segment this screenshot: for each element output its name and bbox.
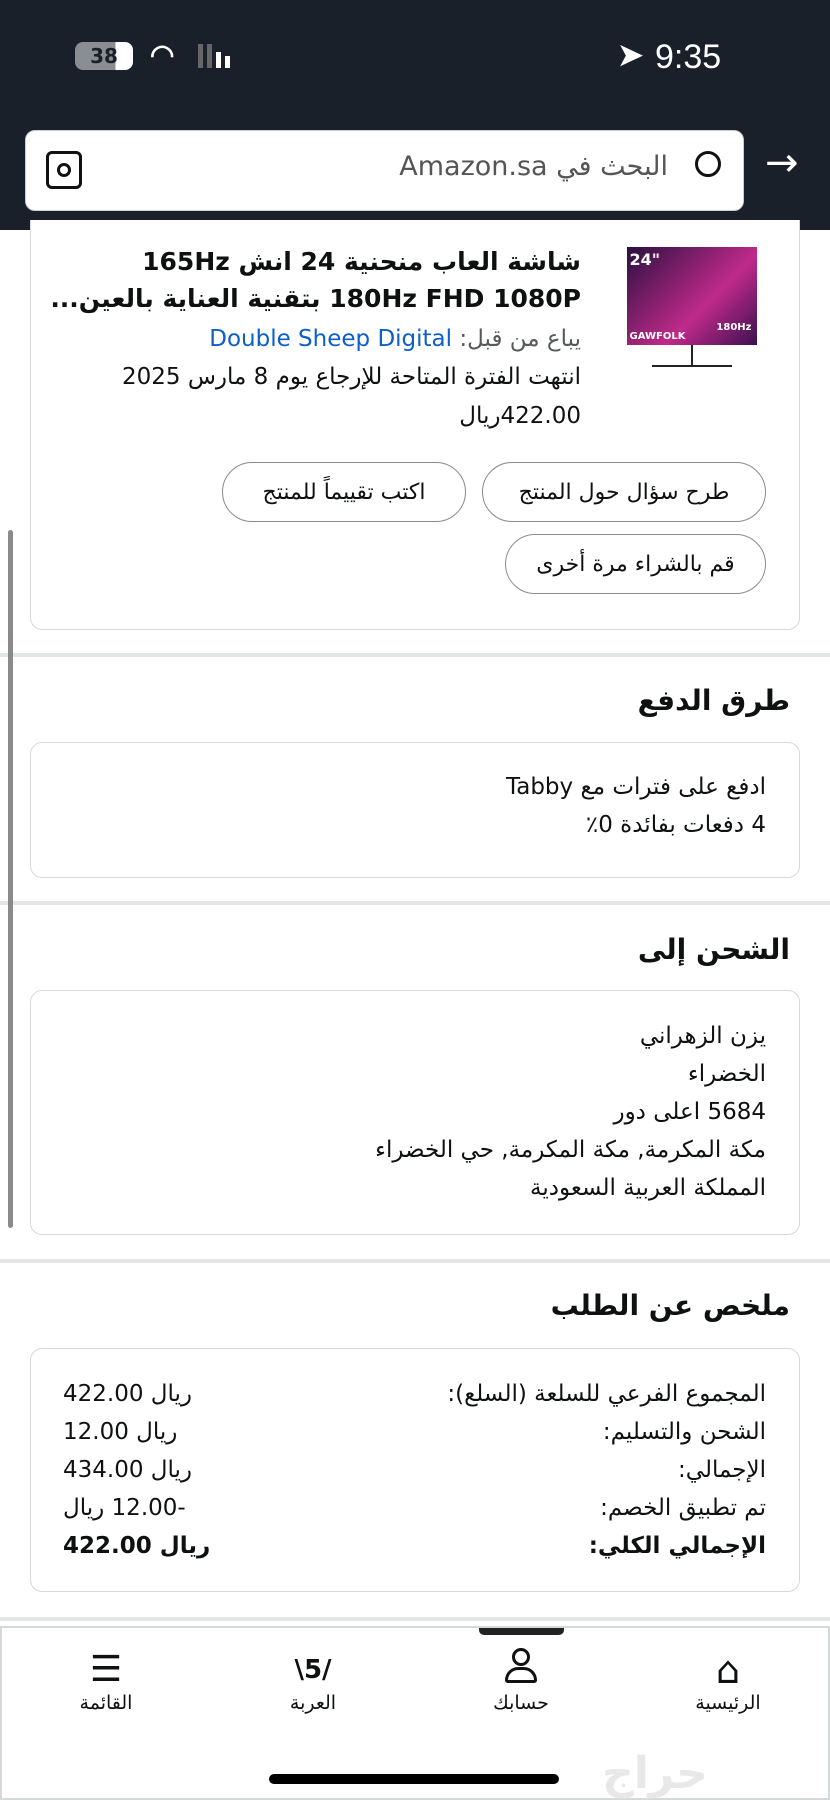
ask-question-button[interactable]: طرح سؤال حول المنتج — [482, 462, 766, 522]
summary-label: الإجمالي الكلي: — [588, 1533, 766, 1559]
divider — [0, 1259, 830, 1263]
sold-by-label: يباع من قبل: — [459, 326, 581, 352]
summary-row — [63, 1375, 766, 1413]
product-title[interactable] — [50, 243, 581, 317]
divider — [0, 653, 830, 657]
shipping-heading: الشحن إلى — [637, 933, 790, 966]
summary-label: المجموع الفرعي للسلعة (السلع): — [447, 1381, 766, 1407]
buy-again-button[interactable]: قم بالشراء مرة أخرى — [505, 534, 766, 594]
location-icon: ➤ — [618, 39, 644, 72]
summary-heading: ملخص عن الطلب — [550, 1289, 790, 1322]
summary-label: تم تطبيق الخصم: — [600, 1495, 766, 1521]
cart-icon: \5/ — [294, 1655, 332, 1685]
cart-count: 5 — [303, 1655, 323, 1685]
app-header — [0, 0, 830, 230]
summary-label: الشحن والتسليم: — [602, 1419, 766, 1445]
address — [375, 1017, 766, 1207]
search-input[interactable]: البحث في Amazon.sa — [399, 151, 668, 182]
divider — [0, 901, 830, 905]
menu-icon: ☰ — [89, 1649, 123, 1690]
tab-label: القائمة — [79, 1692, 133, 1714]
title-line: شاشة العاب منحنية 24 انش 165Hz — [142, 247, 581, 276]
image-hz: 180Hz — [716, 322, 752, 333]
arrow-right-icon[interactable]: → — [765, 140, 799, 186]
active-tab-indicator — [479, 1628, 564, 1635]
summary-value: 434.00 ريال — [63, 1457, 193, 1483]
summary-label: الإجمالي: — [678, 1457, 766, 1483]
address-line: 5684 اعلى دور — [613, 1099, 766, 1125]
summary-value: 422.00 ريال — [63, 1381, 193, 1407]
search-bar[interactable] — [25, 130, 744, 211]
tab-menu[interactable] — [31, 1648, 181, 1714]
home-indicator — [269, 1774, 559, 1784]
tab-home[interactable] — [653, 1648, 803, 1714]
watermark-logo: حراج — [602, 1748, 708, 1799]
scrollbar[interactable] — [8, 530, 13, 1228]
return-note: انتهت الفترة المتاحة للإرجاع يوم 8 مارس 2025 — [121, 364, 581, 390]
battery-icon — [75, 42, 133, 70]
tab-cart[interactable] — [238, 1648, 388, 1714]
address-line: يزن الزهراني — [639, 1023, 766, 1049]
title-line: 180Hz FHD 1080P بتقنية العناية بالعين... — [50, 284, 581, 313]
status-time: 9:35 — [655, 38, 722, 76]
divider — [0, 1617, 830, 1621]
tab-label: حسابك — [493, 1692, 549, 1714]
battery-level: 38 — [90, 44, 118, 68]
signal-icon — [198, 44, 230, 68]
summary-row — [63, 1451, 766, 1489]
account-icon — [446, 1648, 596, 1692]
summary-row — [63, 1413, 766, 1451]
summary-total-row — [63, 1527, 766, 1565]
summary-value: 12.00 ريال — [63, 1419, 178, 1445]
seller-line — [209, 320, 581, 358]
tab-label: الرئيسية — [695, 1692, 761, 1714]
wifi-icon: ◠ — [150, 39, 175, 70]
camera-search-icon[interactable] — [46, 151, 82, 189]
product-image[interactable] — [620, 247, 763, 379]
tab-account[interactable] — [446, 1648, 596, 1714]
address-line: الخضراء — [687, 1061, 766, 1087]
tab-label: العربة — [289, 1692, 337, 1714]
summary-row — [63, 1489, 766, 1527]
search-icon[interactable] — [695, 151, 721, 177]
write-review-button[interactable]: اكتب تقييماً للمنتج — [222, 462, 466, 522]
bottom-tab-bar — [0, 1626, 830, 1800]
summary-rows — [63, 1375, 766, 1565]
home-icon: ⌂ — [715, 1648, 741, 1692]
payment-line: ادفع على فترات مع Tabby — [505, 774, 766, 800]
image-label: 24" — [629, 250, 661, 269]
summary-value: -12.00 ريال — [63, 1495, 186, 1521]
payment-line: 4 دفعات بفائدة 0٪ — [585, 812, 766, 838]
image-brand: GAWFOLK — [629, 331, 686, 342]
address-line: المملكة العربية السعودية — [530, 1175, 766, 1201]
product-price: 422.00ريال — [459, 403, 581, 429]
payment-heading: طرق الدفع — [637, 684, 790, 717]
summary-value: 422.00 ريال — [63, 1533, 211, 1559]
seller-link[interactable]: Double Sheep Digital — [209, 326, 453, 352]
address-line: مكة المكرمة, مكة المكرمة, حي الخضراء — [375, 1137, 766, 1163]
